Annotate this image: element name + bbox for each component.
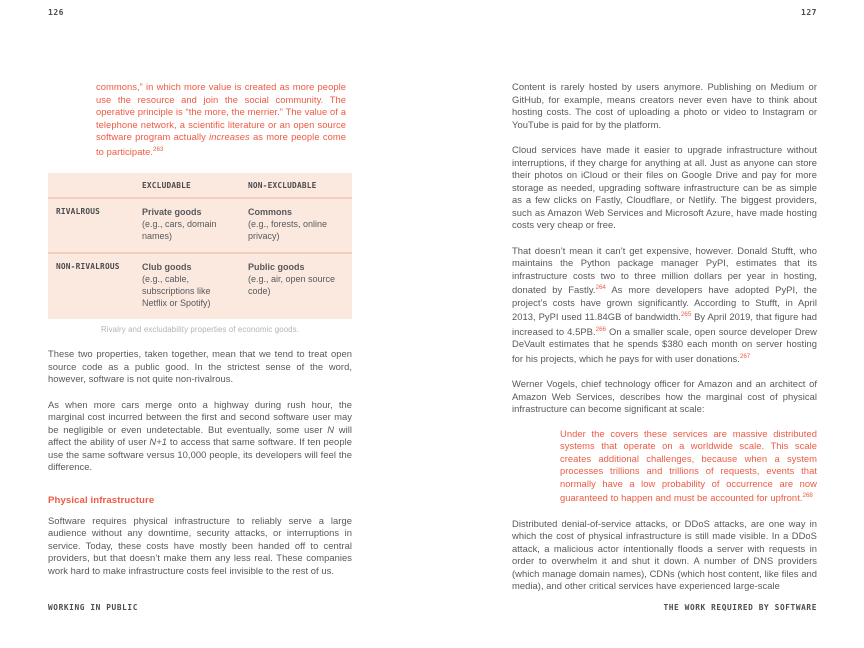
footnote-marker-263: 263	[153, 145, 164, 153]
footnote-marker-265: 265	[680, 311, 692, 318]
running-footer-chapter-title: THE WORK REQUIRED BY SOFTWARE	[663, 603, 817, 612]
blockquote-italic: increases	[209, 131, 250, 142]
footnote-marker-268: 268	[802, 492, 813, 499]
table-header-empty	[48, 173, 142, 197]
italic-n-plus-1: N+1	[149, 436, 168, 447]
cell-title: Commons	[248, 207, 293, 217]
blockquote-text: Under the covers these services are massive distributed systems that operate on a worldwide scale. This scale creates additional challenges, because when a system processes trillions and trillions of requests, events that normally have a low probability of occurrence are now guaranteed to happen and must be accounted for upfront.	[560, 427, 817, 503]
row-label-non-rivalrous: NON-RIVALROUS	[56, 262, 120, 271]
vogels-blockquote	[560, 428, 817, 505]
table-header-row	[48, 173, 352, 197]
footnote-marker-266: 266	[595, 325, 606, 333]
opening-blockquote	[96, 81, 346, 158]
cell-title: Private goods	[142, 207, 202, 217]
paragraph-text: will affect the ability of user	[48, 423, 353, 447]
table-row-non-rivalrous	[48, 252, 352, 319]
cell-desc: (e.g., forests, online privacy)	[248, 219, 328, 241]
cell-desc: (e.g., cable, subscriptions like Netflix or Spotify)	[142, 274, 211, 308]
table-caption: Rivalry and excludability properties of economic goods.	[100, 325, 300, 334]
cell-private-goods	[142, 199, 248, 252]
page-number-right: 127	[801, 8, 817, 17]
paragraph: Cloud services have made it easier to upgrade infrastructure without interruptions, if they charge for anything at all. Just as anyone can store their photos on iCloud or their files on Google Drive and pay for more storage as needed, upgrading software infrastructure can be as simple as a few clicks on Fastly, Cloudflare, or Netlify. The biggest providers, such as Amazon Web Services and Microsoft Azure, have made hosting costs very cheap or free.	[512, 144, 817, 230]
paragraph-text: On a smaller scale, open source developer Drew DeVault estimates that he spends $380 each month on server hosting for his projects, which he pays for with user donations.	[512, 325, 817, 364]
table-header-excludable: EXCLUDABLE	[142, 181, 191, 190]
blockquote-text-end: as more people come to participate.	[96, 131, 346, 157]
page-right	[512, 8, 817, 593]
cell-club-goods	[142, 254, 248, 319]
table-header-non-excludable: NON-EXCLUDABLE	[248, 181, 317, 190]
cell-desc: (e.g., cars, domain names)	[142, 219, 217, 241]
table-row-rivalrous	[48, 197, 352, 252]
paragraph: Content is rarely hosted by users anymore. Publishing on Medium or GitHub, for example, means creators never even have to think about hosting costs. The cost of uploading a photo or video to Instagram or YouTube is paid for by the platform.	[512, 81, 817, 130]
row-label-rivalrous: RIVALROUS	[56, 207, 101, 216]
paragraph-text: That doesn’t mean it can’t get expensive, however. Donald Stufft, who maintains the Python package manager PyPI, estimates that its infrastructure costs two to three million dollars per year in hosting, donated by Fastly.	[512, 244, 817, 295]
cell-public-goods	[248, 254, 352, 319]
footnote-marker-267: 267	[739, 352, 751, 360]
goods-table	[48, 173, 352, 319]
paragraph: Werner Vogels, chief technology officer for Amazon and an architect of Amazon Web Services, describes how the marginal cost of physical infrastructure can become significant at scale:	[512, 378, 817, 414]
page-left	[48, 8, 352, 577]
running-footer-book-title: WORKING IN PUBLIC	[48, 603, 138, 612]
italic-n: N	[327, 423, 335, 435]
page-number-left: 126	[48, 8, 64, 17]
paragraph: Distributed denial-of-service attacks, or DDoS attacks, are one way in which the cost of physical infrastructure is still made visible. In a DDoS attack, a malicious actor intentionally floods a server with requests in order to overwhelm it and shut it down. A number of DNS providers (which manage domain names), CDNs (which host content, like files and media), and other critical services have experienced large-scale	[512, 517, 817, 591]
paragraph-text: As more developers have adopted PyPI, the project’s costs have grown significantly. According to Stufft, in April 2013, PyPI used 11.84GB of bandwidth.	[512, 284, 817, 322]
paragraph: These two properties, taken together, mean that we tend to treat open source code as a public good. In the strictest sense of the word, however, software is not quite non-rivalrous.	[48, 348, 352, 384]
footnote-marker-264: 264	[595, 284, 606, 291]
paragraph	[512, 245, 817, 366]
paragraph-text: to access that same software. If ten people use the same software versus 10,000 people, its developers will feel the difference.	[48, 436, 352, 472]
paragraph-text: By April 2019, that figure had increased to 4.5PB.	[512, 311, 818, 337]
paragraph: Software requires physical infrastructure to reliably serve a large audience without any downtime, security attacks, or interruptions in service. Today, these costs have mostly been handed off to central providers, but that doesn’t make them any less real. These companies work hard to make infrastructure costs feel invisible to the rest of us.	[48, 514, 352, 576]
paragraph-text: As when more cars merge onto a highway during rush hour, the marginal cost incurred between the first and second software user may be negligible or even undetectable. But eventually, some user	[48, 398, 352, 435]
cell-commons	[248, 199, 352, 252]
blockquote-text: commons,” in which more value is created as more people use the resource and join the social community. The operative principle is “the more, the merrier.” The value of a telephone network, a scientific literature or an open source software program actually	[96, 81, 346, 142]
cell-title: Club goods	[142, 262, 192, 272]
cell-desc: (e.g., air, open source code)	[248, 274, 336, 296]
paragraph	[48, 399, 352, 474]
cell-title: Public goods	[248, 262, 305, 272]
section-heading-physical-infrastructure: Physical infrastructure	[48, 494, 155, 506]
